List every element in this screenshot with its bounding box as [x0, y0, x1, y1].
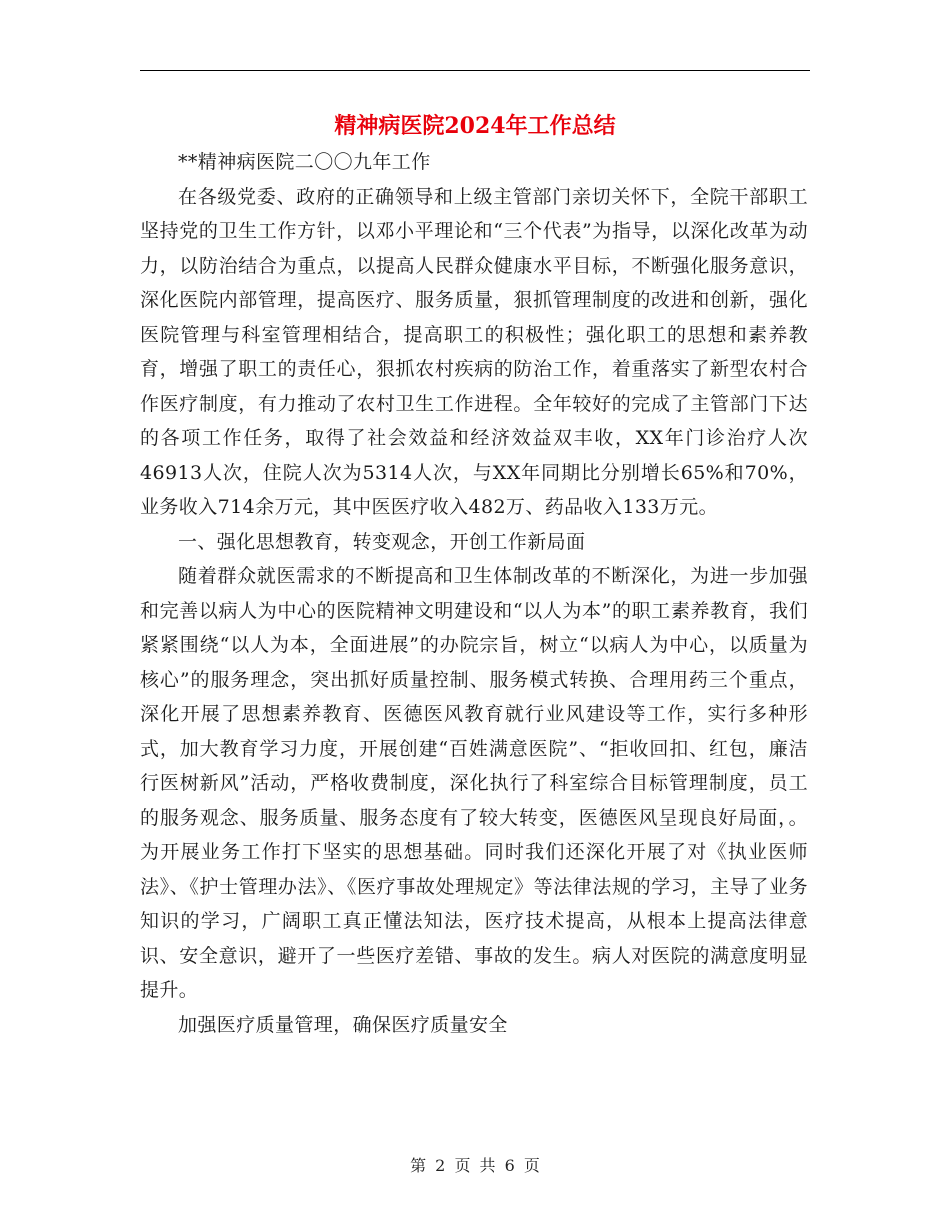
header-rule: [140, 70, 810, 71]
document-body: [140, 145, 808, 1042]
intro-paragraph: 在各级党委、政府的正确领导和上级主管部门亲切关怀下，全院干部职工坚持党的卫生工作方针，以邓小平理论和“三个代表”为指导，以深化改革为动力，以防治结合为重点，以提高人民群众健康水平目标，不断强化服务意识，深化医院内部管理，提高医疗、服务质量，狠抓管理制度的改进和创新，强化医院管理与科室管理相结合，提高职工的积极性；强化职工的思想和素养教育，增强了职工的责任心，狠抓农村疾病的防治工作，着重落实了新型农村合作医疗制度，有力推动了农村卫生工作进程。全年较好的完成了主管部门下达的各项工作任务，取得了社会效益和经济效益双丰收，XX年门诊治疗人次46913人次，住院人次为5314人次，与XX年同期比分别增长65%和70%，业务收入714余万元，其中医医疗收入482万、药品收入133万元。: [140, 185, 808, 518]
section-heading-2: 加强医疗质量管理，确保医疗质量安全: [178, 1013, 508, 1036]
page-title: 精神病医院2024年工作总结: [334, 113, 616, 139]
section-heading-1: 一、强化思想教育，转变观念，开创工作新局面: [178, 530, 586, 553]
subtitle-line: **精神病医院二〇〇九年工作: [178, 151, 431, 173]
section-1-paragraph: 随着群众就医需求的不断提高和卫生体制改革的不断深化，为进一步加强和完善以病人为中心的医院精神文明建设和“以人为本”的职工素养教育，我们紧紧围绕“以人为本，全面进展”的办院宗旨，树立“以病人为中心，以质量为核心”的服务理念，突出抓好质量控制、服务模式转换、合理用药三个重点，深化开展了思想素养教育、医德医风教育就行业风建设等工作，实行多种形式，加大教育学习力度，开展创建“百姓满意医院”、“拒收回扣、红包，廉洁行医树新风”活动，严格收费制度，深化执行了科室综合目标管理制度，员工的服务观念、服务质量、服务态度有了较大转变，医德医风呈现良好局面，。为开展业务工作打下坚实的思想基础。同时我们还深化开展了对《执业医师法》、《护士管理办法》、《医疗事故处理规定》等法律法规的学习，主导了业务知识的学习，广阔职工真正懂法知法，医疗技术提高，从根本上提高法律意识、安全意识，避开了一些医疗差错、事故的发生。病人对医院的满意度明显提升。: [140, 565, 808, 1001]
page-footer: 第 2 页 共 6 页: [410, 1156, 540, 1175]
